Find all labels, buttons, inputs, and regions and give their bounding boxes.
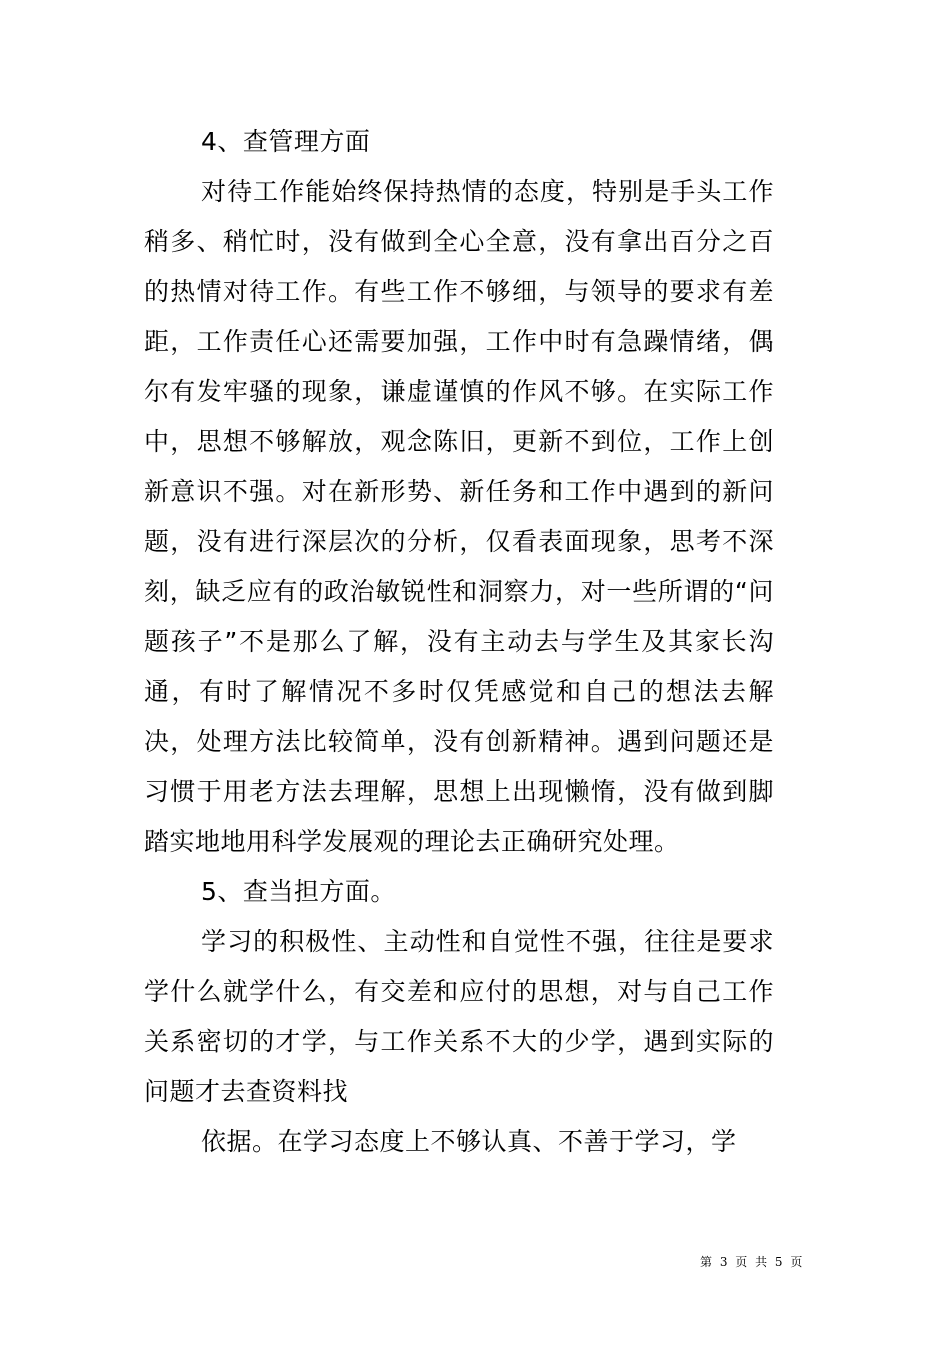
- section-heading-responsibility: 5、查当担方面。: [201, 877, 396, 906]
- paragraph-study: 学习的积极性、主动性和自觉性不强，往往是要求学什么就学什么，有交差和应付的思想，对与自己工作关系密切的才学，与工作关系不大的少学，遇到实际的问题才去查资料找: [144, 927, 774, 1106]
- paragraph-study-continued: 依据。在学习态度上不够认真、不善于学习，学: [201, 1127, 737, 1156]
- document-body: [144, 117, 774, 1167]
- page-number-footer: 第 3 页 共 5 页: [700, 1255, 805, 1269]
- paragraph-management: 对待工作能始终保持热情的态度，特别是手头工作稍多、稍忙时，没有做到全心全意，没有拿出百分之百的热情对待工作。有些工作不够细，与领导的要求有差距，工作责任心还需要加强，工作中时有急躁情绪，偶尔有发牢骚的现象，谦虚谨慎的作风不够。在实际工作中，思想不够解放，观念陈旧，更新不到位，工作上创新意识不强。对在新形势、新任务和工作中遇到的新问题，没有进行深层次的分析，仅看表面现象，思考不深刻，缺乏应有的政治敏锐性和洞察力，对一些所谓的“问题孩子”不是那么了解，没有主动去与学生及其家长沟通，有时了解情况不多时仅凭感觉和自己的想法去解决，处理方法比较简单，没有创新精神。遇到问题还是习惯于用老方法去理解，思想上出现懒惰，没有做到脚踏实地地用科学发展观的理论去正确研究处理。: [144, 177, 774, 856]
- section-heading-management: 4、查管理方面: [201, 127, 371, 156]
